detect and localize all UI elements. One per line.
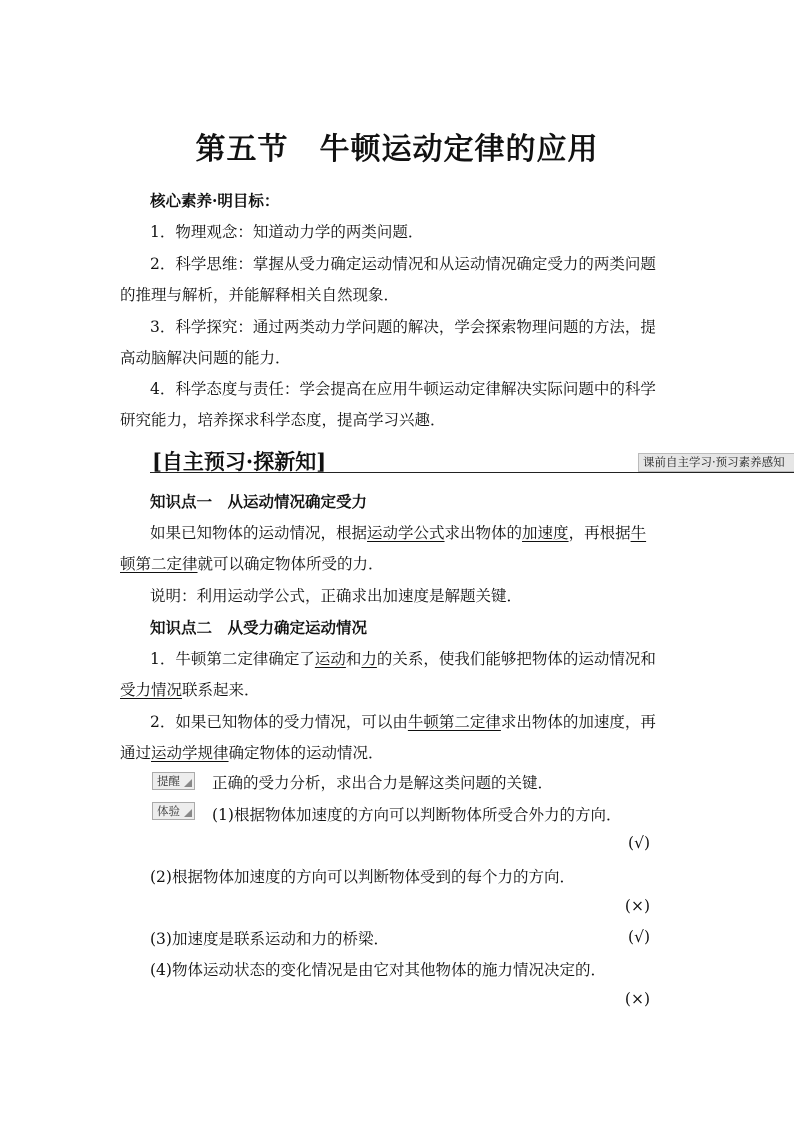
term-newton-second-law-part-2: 顿第二定律 — [120, 555, 198, 573]
goal-item-3-line-1: 3．科学探究：通过两类动力学问题的解决，学会探索物理问题的方法，提 — [150, 318, 656, 336]
goal-item-3-line-2: 高动脑解决问题的能力． — [120, 349, 291, 367]
knowledge-point-2-heading: 知识点二 从受力确定运动情况 — [150, 618, 368, 637]
term-newton-second-law: 牛顿第二定律 — [407, 713, 501, 731]
page-title: 第五节 牛顿运动定律的应用 — [195, 132, 599, 167]
knowledge-point-2-item-1-line-2: 受力情况联系起来． — [120, 681, 260, 699]
goals-heading: 核心素养·明目标： — [150, 191, 280, 210]
answer-4: (×) — [624, 990, 650, 1008]
goal-item-2-line-1: 2．科学思维：掌握从受力确定运动情况和从运动情况确定受力的两类问题 — [150, 255, 656, 273]
goal-item-2-line-2: 的推理与解析，并能解释相关自然现象． — [120, 286, 400, 304]
term-kinematics-formula: 运动学公式 — [367, 524, 445, 542]
term-force-situation: 受力情况 — [120, 681, 183, 699]
answer-1: (√) — [628, 834, 650, 852]
goal-item-4-line-1: 4．科学态度与责任：学会提高在应用牛顿运动定律解决实际问题中的科学 — [150, 380, 656, 398]
knowledge-point-2-item-2-line-1: 2．如果已知物体的受力情况，可以由牛顿第二定律求出物体的加速度，再 — [150, 713, 656, 731]
tip-tag: 提醒 — [152, 772, 195, 790]
section-heading: [自主预习·探新知] — [152, 449, 327, 474]
knowledge-point-1-heading: 知识点一 从运动情况确定受力 — [150, 492, 368, 511]
question-2: (2)根据物体加速度的方向可以判断物体受到的每个力的方向． — [150, 868, 575, 886]
term-force: 力 — [361, 650, 377, 668]
knowledge-point-2-item-2-line-2: 通过运动学规律确定物体的运动情况． — [120, 744, 384, 762]
answer-3: (√) — [628, 928, 650, 946]
section-banner: 课前自主学习·预习素养感知 — [638, 453, 794, 472]
question-1: (1)根据物体加速度的方向可以判断物体所受合外力的方向． — [212, 806, 622, 824]
section-divider — [150, 472, 794, 473]
experience-tag: 体验 — [152, 802, 195, 820]
knowledge-point-1-note: 说明：利用运动学公式，正确求出加速度是解题关键． — [150, 587, 523, 605]
answer-2: (×) — [624, 897, 650, 915]
knowledge-point-1-text-line-1: 如果已知物体的运动情况，根据运动学公式求出物体的加速度，再根据牛 — [150, 524, 647, 542]
knowledge-point-1-text-line-2: 顿第二定律就可以确定物体所受的力． — [120, 555, 384, 573]
term-motion: 运动 — [314, 650, 346, 668]
question-3: (3)加速度是联系运动和力的桥梁． — [150, 930, 389, 948]
goal-item-4-line-2: 研究能力，培养探求科学态度，提高学习兴趣． — [120, 411, 446, 429]
term-newton-second-law-part-1: 牛 — [630, 524, 647, 542]
tip-text: 正确的受力分析，求出合力是解这类问题的关键． — [212, 774, 554, 792]
question-4: (4)物体运动状态的变化情况是由它对其他物体的施力情况决定的． — [150, 961, 606, 979]
knowledge-point-2-item-1-line-1: 1．牛顿第二定律确定了运动和力的关系，使我们能够把物体的运动情况和 — [150, 650, 656, 668]
goal-item-1: 1．物理观念：知道动力学的两类问题． — [150, 223, 424, 241]
term-acceleration: 加速度 — [522, 524, 569, 542]
term-kinematics-law: 运动学规律 — [151, 744, 229, 762]
